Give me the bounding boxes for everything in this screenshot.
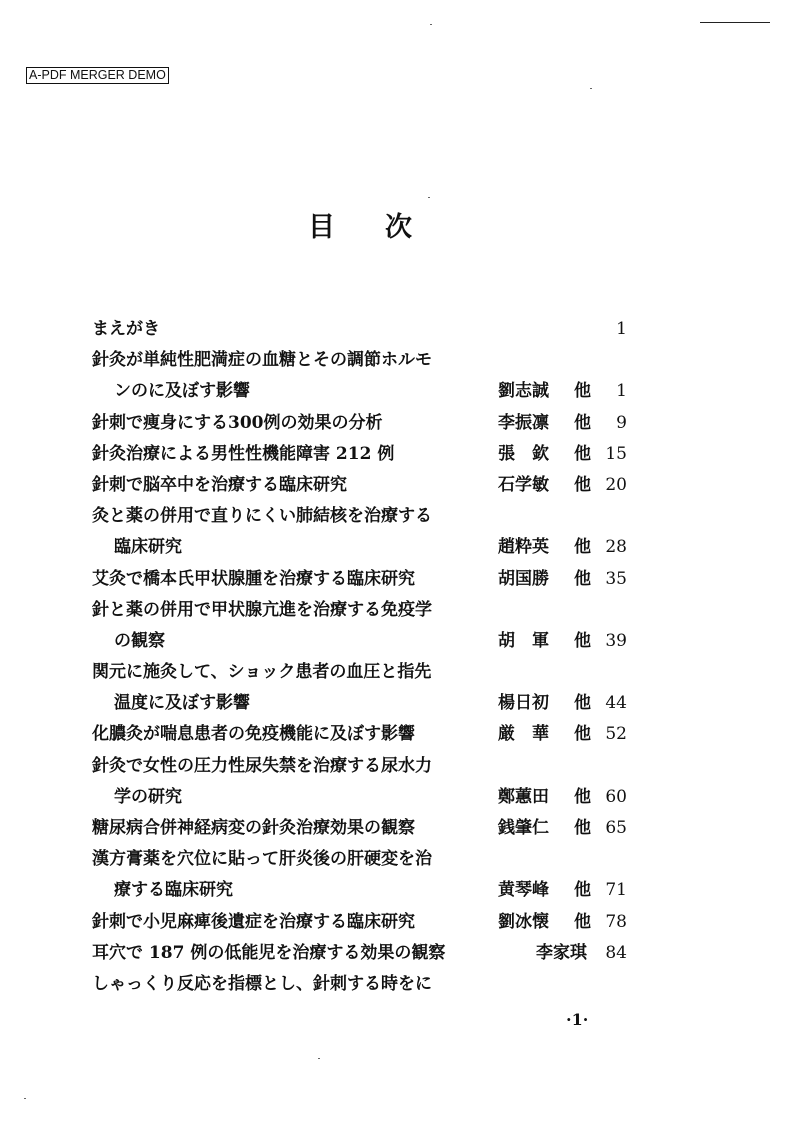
toc-entry-author: 厳 華: [498, 724, 549, 745]
toc-entry-author: 胡国勝: [498, 568, 549, 589]
toc-entry-page: 60: [605, 786, 627, 807]
toc-entry-suffix: 他: [574, 630, 591, 651]
toc-entry-author: 劉志誠: [498, 381, 549, 402]
toc-row: [92, 657, 637, 688]
page-title: [308, 205, 414, 244]
toc-entry-author: 趙粋英: [498, 537, 549, 558]
toc-entry-page: 15: [605, 443, 627, 464]
toc-row: [92, 782, 637, 813]
scan-speck: [430, 24, 432, 25]
toc-entry-title: 化膿灸が喘息患者の免疫機能に及ぼす影響: [92, 724, 415, 745]
toc-row: [92, 439, 637, 470]
toc-entry-page: 35: [605, 568, 627, 589]
toc-entry-suffix: 他: [574, 412, 591, 433]
toc-entry-title: 耳穴で 187 例の低能児を治療する効果の観察: [92, 942, 446, 963]
toc-row: [92, 564, 637, 595]
toc-entry-title: しゃっくり反応を指標とし、針刺する時をに: [92, 973, 432, 994]
toc-entry-page: 1: [616, 319, 627, 339]
toc-entry-suffix: 他: [574, 818, 591, 838]
toc-row: [92, 501, 637, 532]
toc-entry-title: 針と薬の併用で甲状腺亢進を治療する免疫学: [92, 599, 432, 620]
toc-entry-title: 針刺で小児麻痺後遺症を治療する臨床研究: [92, 911, 415, 932]
toc-row: [92, 844, 637, 875]
toc-entry-suffix: 他: [574, 880, 591, 901]
toc-entry-page: 52: [605, 724, 627, 745]
toc-row: [92, 376, 637, 407]
toc-entry-author: 劉冰懐: [498, 911, 549, 932]
toc-entry-page: 84: [605, 942, 627, 963]
toc-entry-page: 20: [605, 474, 627, 495]
toc-entry-title: 臨床研究: [114, 537, 182, 558]
toc-row: [92, 314, 637, 345]
toc-entry-title: 艾灸で橋本氏甲状腺腫を治療する臨床研究: [92, 568, 415, 589]
toc-entry-page: 71: [605, 880, 627, 901]
toc-entry-title: 糖尿病合併神経病変の針灸治療効果の観察: [92, 818, 415, 838]
toc-entry-title: 針灸が単純性肥満症の血糖とその調節ホルモ: [92, 350, 432, 371]
toc-row: [92, 688, 637, 719]
toc-entry-suffix: 他: [574, 911, 591, 932]
toc-row: [92, 875, 637, 906]
toc-row: [92, 532, 637, 563]
toc-entry-title: 針刺で脳卒中を治療する臨床研究: [92, 474, 347, 495]
scan-top-rule: [700, 22, 770, 23]
toc-entry-suffix: 他: [574, 568, 591, 589]
toc-row: [92, 751, 637, 782]
toc-entry-author: 銭肇仁: [498, 818, 549, 838]
toc-entry-page: 78: [605, 911, 627, 932]
toc-entry-title: 針灸で女性の圧力性尿失禁を治療する尿水力: [92, 755, 432, 776]
toc-entry-page: 44: [605, 693, 627, 714]
toc-entry-title: 温度に及ぼす影響: [114, 693, 250, 714]
scan-speck: [428, 197, 430, 198]
toc-entry-suffix: 他: [574, 786, 591, 807]
toc-row: [92, 813, 637, 844]
pdf-merger-watermark: A-PDF MERGER DEMO: [26, 67, 169, 84]
toc-entry-author: 張 欽: [498, 443, 549, 464]
toc-row: [92, 626, 637, 657]
page-number: ·1·: [566, 1010, 589, 1029]
toc-entry-suffix: 他: [574, 443, 591, 464]
toc-row: [92, 470, 637, 501]
toc-entry-author: 胡 軍: [498, 630, 549, 651]
toc-entry-author: 黄琴峰: [498, 880, 549, 901]
toc-entry-suffix: 李家琪: [536, 942, 587, 963]
toc-entry-title: ンのに及ぼす影響: [114, 381, 250, 402]
toc-entry-page: 9: [616, 412, 627, 433]
toc-row: [92, 719, 637, 750]
toc-entry-author: 楊日初: [498, 693, 549, 714]
toc-entry-title: 関元に施灸して、ショック患者の血圧と指先: [92, 662, 432, 683]
scan-speck: [24, 1098, 26, 1099]
toc-entry-page: 39: [605, 630, 627, 651]
toc-entry-suffix: 他: [574, 474, 591, 495]
toc-entry-author: 李振凛: [498, 412, 549, 433]
toc-entry-suffix: 他: [574, 537, 591, 558]
toc-row: [92, 408, 637, 439]
toc-entry-title: 学の研究: [114, 786, 182, 807]
toc-entry-title: 灸と薬の併用で直りにくい肺結核を治療する: [92, 506, 432, 527]
toc-entry-suffix: 他: [574, 693, 591, 714]
scan-speck: [590, 88, 592, 89]
toc-row: [92, 595, 637, 626]
toc-entry-title: まえがき: [92, 319, 160, 339]
page-title-right: 次: [385, 212, 414, 243]
toc-entry-page: 65: [605, 818, 627, 838]
toc-row: [92, 907, 637, 938]
toc-row: [92, 969, 637, 1000]
toc-entry-suffix: 他: [574, 724, 591, 745]
table-of-contents: [92, 314, 637, 1000]
toc-entry-title: 療する臨床研究: [114, 880, 233, 901]
toc-entry-page: 1: [616, 381, 627, 402]
toc-entry-title: の観察: [114, 630, 165, 651]
toc-entry-title: 針刺で痩身にする300例の効果の分析: [92, 412, 383, 433]
toc-entry-page: 28: [605, 537, 627, 558]
toc-row: [92, 345, 637, 376]
scan-speck: [318, 1058, 320, 1059]
toc-entry-author: 鄭蕙田: [498, 786, 549, 807]
toc-row: [92, 938, 637, 969]
page-title-left: 目: [308, 212, 337, 243]
toc-entry-suffix: 他: [574, 381, 591, 402]
toc-entry-title: 漢方膏薬を穴位に貼って肝炎後の肝硬変を治: [92, 849, 432, 870]
toc-entry-title: 針灸治療による男性性機能障害 212 例: [92, 443, 395, 464]
toc-entry-author: 石学敏: [498, 474, 549, 495]
